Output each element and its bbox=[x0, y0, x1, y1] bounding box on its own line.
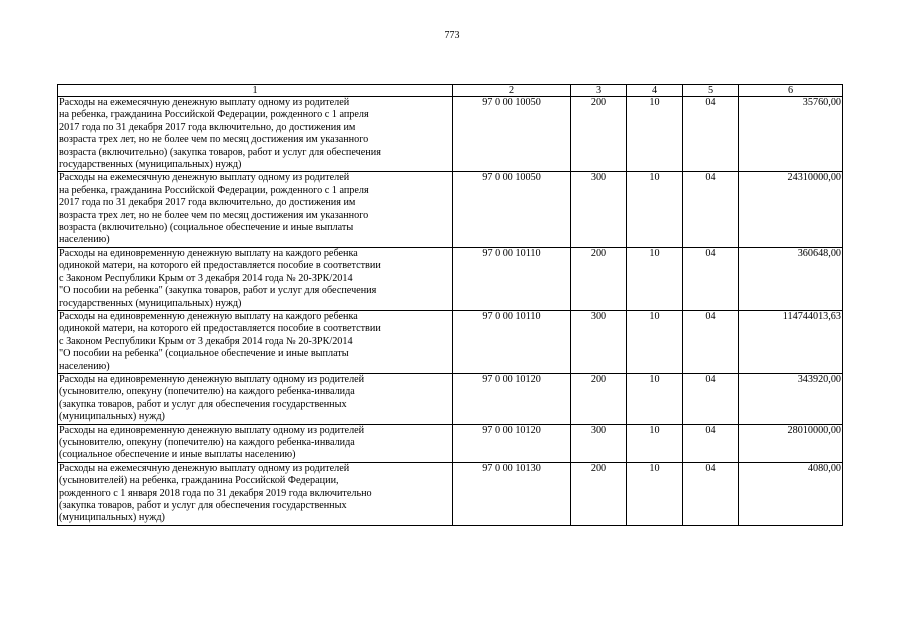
row-amount: 343920,00 bbox=[739, 373, 843, 424]
row-target-code: 97 0 00 10110 bbox=[453, 247, 571, 310]
row-subsection: 04 bbox=[683, 247, 739, 310]
row-amount: 35760,00 bbox=[739, 97, 843, 172]
row-section: 10 bbox=[627, 373, 683, 424]
row-amount: 24310000,00 bbox=[739, 172, 843, 247]
row-section: 10 bbox=[627, 462, 683, 525]
row-amount: 360648,00 bbox=[739, 247, 843, 310]
row-amount: 28010000,00 bbox=[739, 424, 843, 462]
row-description: Расходы на ежемесячную денежную выплату одному из родителей на ребенка, гражданина Российской Федерации, рожденного с 1 апреля 2017 года по 31 декабря 2017 года включительно, до достижения им возраста трех лет, но не более чем по месяц достижения им указанного возраста (включительно) (социальное обеспечение и иные выплаты населению) bbox=[58, 172, 453, 247]
page-number: 773 bbox=[444, 30, 460, 41]
row-description: Расходы на единовременную денежную выплату на каждого ребенка одинокой матери, на которого ей предоставляется пособие в соответствии с Законом Республики Крым от 3 декабря 2014 года № 20-ЗРК/2014 "О пособии на ребенка" (социальное обеспечение и иные выплаты населению) bbox=[58, 310, 453, 373]
row-target-code: 97 0 00 10120 bbox=[453, 373, 571, 424]
header-cell-5: 5 bbox=[683, 85, 739, 97]
row-description: Расходы на ежемесячную денежную выплату одному из родителей (усыновителей) на ребенка, гражданина Российской Федерации, рожденного с 1 января 2018 года по 31 декабря 2019 года включительно (закупка товаров, работ и услуг для обеспечения государственных (муниципальных) нужд) bbox=[58, 462, 453, 525]
row-amount: 114744013,63 bbox=[739, 310, 843, 373]
table-header-row bbox=[58, 85, 843, 97]
row-amount: 4080,00 bbox=[739, 462, 843, 525]
row-target-code: 97 0 00 10110 bbox=[453, 310, 571, 373]
row-expense-type: 200 bbox=[571, 373, 627, 424]
header-cell-3: 3 bbox=[571, 85, 627, 97]
row-section: 10 bbox=[627, 424, 683, 462]
row-section: 10 bbox=[627, 172, 683, 247]
budget-table bbox=[57, 84, 843, 526]
row-description: Расходы на единовременную денежную выплату одному из родителей (усыновителю, опекуну (попечителю) на каждого ребенка-инвалида (закупка товаров, работ и услуг для обеспечения государственных (муниципальных) нужд) bbox=[58, 373, 453, 424]
row-subsection: 04 bbox=[683, 97, 739, 172]
row-subsection: 04 bbox=[683, 310, 739, 373]
table-row bbox=[58, 373, 843, 424]
header-cell-1: 1 bbox=[58, 85, 453, 97]
row-section: 10 bbox=[627, 247, 683, 310]
row-expense-type: 300 bbox=[571, 172, 627, 247]
row-expense-type: 200 bbox=[571, 462, 627, 525]
header-cell-6: 6 bbox=[739, 85, 843, 97]
row-expense-type: 200 bbox=[571, 247, 627, 310]
table-row bbox=[58, 424, 843, 462]
row-subsection: 04 bbox=[683, 373, 739, 424]
row-expense-type: 300 bbox=[571, 310, 627, 373]
row-expense-type: 300 bbox=[571, 424, 627, 462]
row-target-code: 97 0 00 10050 bbox=[453, 97, 571, 172]
row-description: Расходы на единовременную денежную выплату одному из родителей (усыновителю, опекуну (попечителю) на каждого ребенка-инвалида (социальное обеспечение и иные выплаты населению) bbox=[58, 424, 453, 462]
row-target-code: 97 0 00 10130 bbox=[453, 462, 571, 525]
row-section: 10 bbox=[627, 310, 683, 373]
row-subsection: 04 bbox=[683, 424, 739, 462]
row-section: 10 bbox=[627, 97, 683, 172]
row-subsection: 04 bbox=[683, 462, 739, 525]
row-description: Расходы на единовременную денежную выплату на каждого ребенка одинокой матери, на которого ей предоставляется пособие в соответствии с Законом Республики Крым от 3 декабря 2014 года № 20-ЗРК/2014 "О пособии на ребенка" (закупка товаров, работ и услуг для обеспечения государственных (муниципальных) нужд) bbox=[58, 247, 453, 310]
table-row bbox=[58, 247, 843, 310]
row-description: Расходы на ежемесячную денежную выплату одному из родителей на ребенка, гражданина Российской Федерации, рожденного с 1 апреля 2017 года по 31 декабря 2017 года включительно, до достижения им возраста трех лет, но не более чем по месяц достижения им указанного возраста (включительно) (закупка товаров, работ и услуг для обеспечения государственных (муниципальных) нужд) bbox=[58, 97, 453, 172]
header-cell-4: 4 bbox=[627, 85, 683, 97]
table-row bbox=[58, 172, 843, 247]
row-target-code: 97 0 00 10120 bbox=[453, 424, 571, 462]
row-target-code: 97 0 00 10050 bbox=[453, 172, 571, 247]
table-row bbox=[58, 462, 843, 525]
row-expense-type: 200 bbox=[571, 97, 627, 172]
table-row bbox=[58, 310, 843, 373]
row-subsection: 04 bbox=[683, 172, 739, 247]
table-row bbox=[58, 97, 843, 172]
header-cell-2: 2 bbox=[453, 85, 571, 97]
